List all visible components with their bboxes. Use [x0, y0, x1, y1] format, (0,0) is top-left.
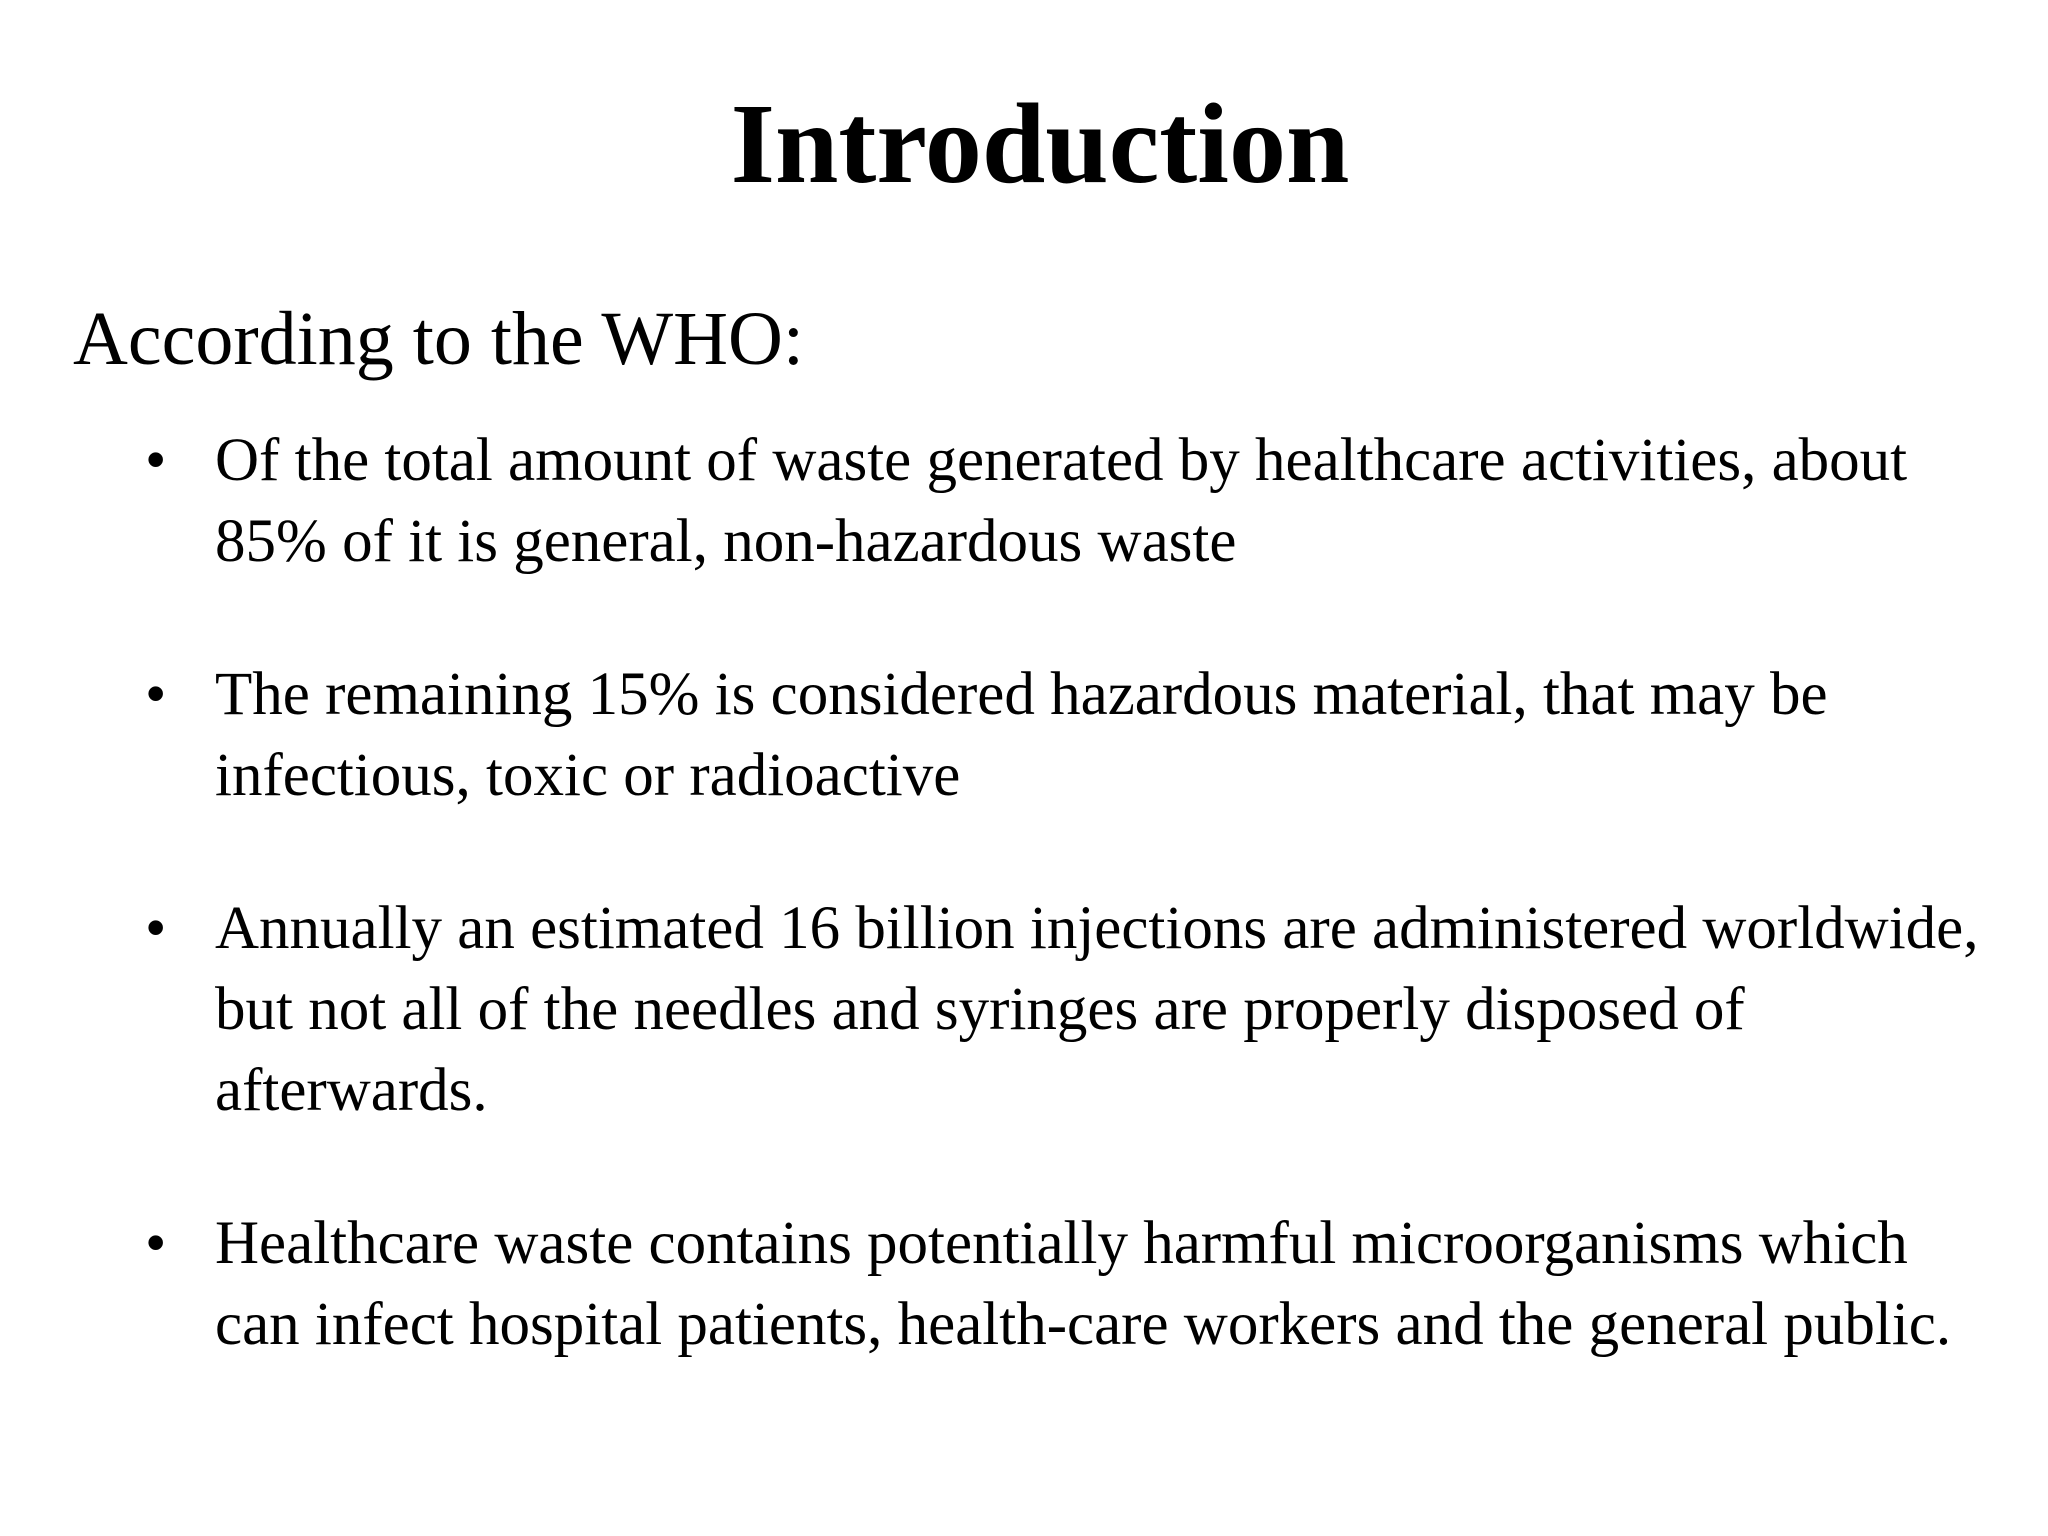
intro-text: According to the WHO: [73, 297, 804, 381]
bullet-text: The remaining 15% is considered hazardous material, that may be infectious, toxic or radioactive [215, 661, 1828, 809]
bullet-item [145, 654, 1995, 816]
bullet-icon: • [145, 427, 167, 494]
bullet-icon: • [145, 895, 167, 962]
bullet-text: Annually an estimated 16 billion injections are administered worldwide, but not all of the needles and syringes are properly disposed of afterwards. [215, 895, 1979, 1124]
bullet-item [145, 888, 1995, 1131]
bullet-list [145, 420, 1995, 1437]
bullet-icon: • [145, 661, 167, 728]
bullet-icon: • [145, 1210, 167, 1277]
bullet-text: Of the total amount of waste generated by healthcare activities, about 85% of it is general, non-hazardous waste [215, 427, 1908, 575]
bullet-item [145, 1203, 1995, 1365]
bullet-item [145, 420, 1995, 582]
slide-title: Introduction [730, 80, 1350, 207]
bullet-text: Healthcare waste contains potentially harmful microorganisms which can infect hospital patients, health-care workers and the general public. [215, 1210, 1952, 1358]
